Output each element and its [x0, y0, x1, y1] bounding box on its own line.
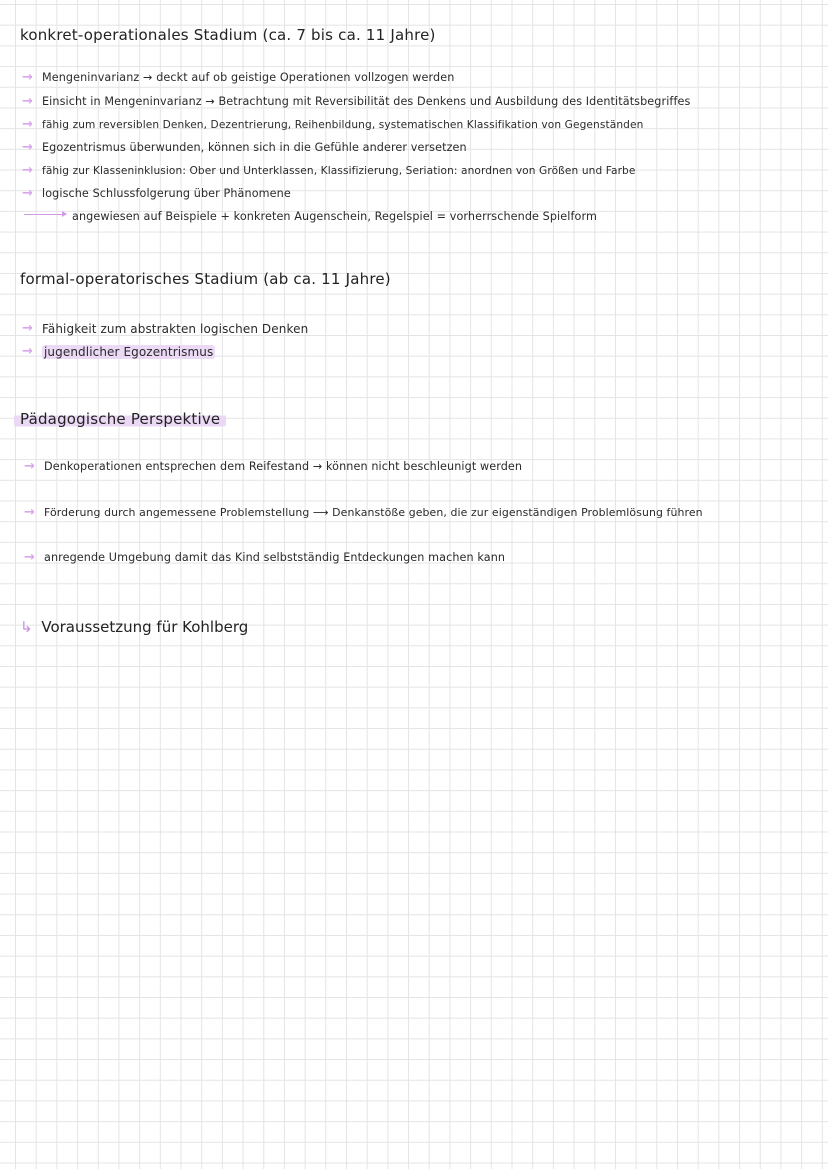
arrow-right-icon: →: [22, 70, 33, 85]
arrow-right-icon: →: [22, 344, 33, 359]
arrow-right-icon: →: [24, 550, 35, 565]
list-item: → Egozentrismus überwunden, können sich in die Gefühle anderer versetzen: [22, 140, 467, 155]
arrow-right-icon: →: [22, 117, 33, 132]
arrow-right-icon: →: [22, 321, 33, 336]
arrow-right-icon: →: [22, 163, 33, 178]
arrow-right-icon: →: [22, 94, 33, 109]
list-item: → Mengeninvarianz → deckt auf ob geistige Operationen vollzogen werden: [22, 70, 455, 85]
section-heading-formal: formal-operatorisches Stadium (ab ca. 11 Jahre): [20, 270, 391, 288]
list-item: → anregende Umgebung damit das Kind selbstständig Entdeckungen machen kann: [24, 550, 506, 565]
section-heading-paedagogisch: Pädagogische Perspektive: [14, 410, 226, 428]
sub-item: angewiesen auf Beispiele + konkreten Augenschein, Regelspiel = vorherrschende Spielform: [24, 210, 597, 223]
list-item: → Fähigkeit zum abstrakten logischen Denken: [22, 321, 309, 336]
list-item: → fähig zum reversiblen Denken, Dezentrierung, Reihenbildung, systematischen Klassifikation von Gegenständen: [22, 117, 644, 132]
list-item: → Förderung durch angemessene Problemstellung ⟶ Denkanstöße geben, die zur eigenständigen Problemlösung führen: [24, 505, 703, 520]
list-item: → Denkoperationen entsprechen dem Reifestand → können nicht beschleunigt werden: [24, 459, 523, 474]
arrow-right-icon: →: [24, 505, 35, 520]
arrow-right-icon: →: [24, 459, 35, 474]
conclusion-note: [20, 618, 248, 636]
section-heading-konkret: konkret-operationales Stadium (ca. 7 bis ca. 11 Jahre): [20, 26, 436, 44]
list-item: → fähig zur Klasseninklusion: Ober und Unterklassen, Klassifizierung, Seriation: anordnen von Größen und Farbe: [22, 163, 636, 178]
arrow-right-icon: →: [22, 140, 33, 155]
list-item: → logische Schlussfolgerung über Phänomene: [22, 186, 291, 201]
arrow-right-icon: →: [22, 186, 33, 201]
long-arrow-right-icon: [24, 214, 66, 215]
list-item: → Einsicht in Mengeninvarianz → Betrachtung mit Reversibilität des Denkens und Ausbildung des Identitätsbegriffes: [22, 94, 691, 109]
conclusion-text: Voraussetzung für Kohlberg: [41, 618, 249, 636]
corner-down-right-arrow-icon: ↳: [20, 618, 33, 636]
list-item: → jugendlicher Egozentrismus: [22, 344, 214, 359]
